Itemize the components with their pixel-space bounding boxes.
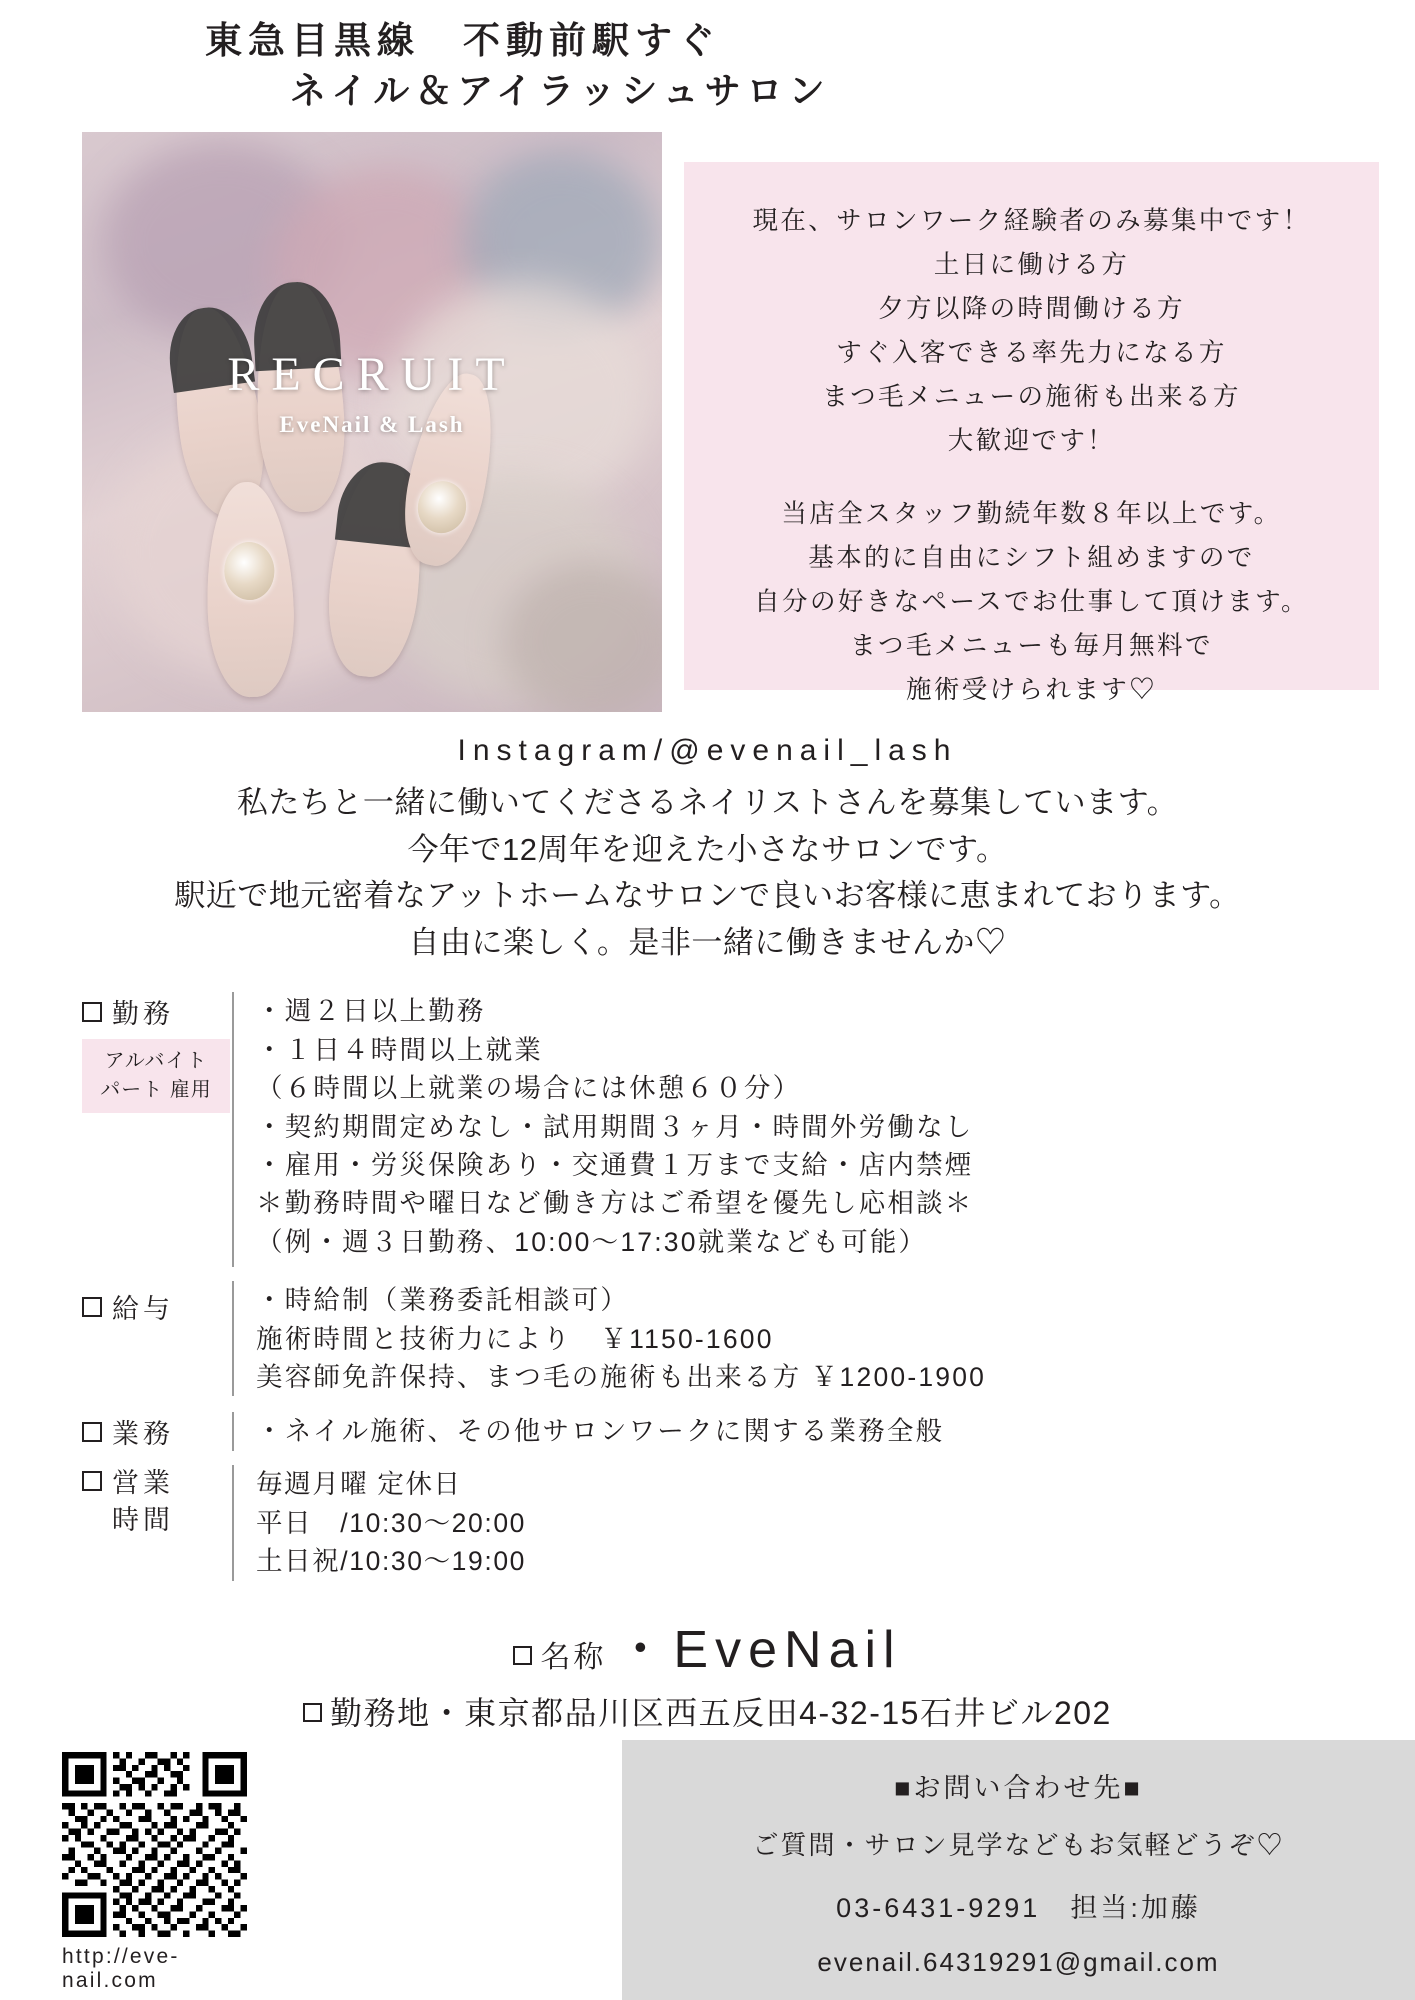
kyuyo-line-0: ・時給制（業務委託相談可） [256,1285,630,1316]
kinmu-line-4: ・雇用・労災保険あり・交通費１万まで支給・店内禁煙 [256,1149,974,1180]
header-line-1: 東急目黒線 不動前駅すぐ [205,20,721,61]
detail-label-gyomu-col [82,1412,232,1451]
kinmu-line-2: （６時間以上就業の場合には休憩６０分） [256,1073,802,1104]
detail-label-kinmu-text: 勤務 [112,999,174,1030]
lead-line-2: 駅近で地元密着なアットホームなサロンで良いお客様に恵まれております。 [174,878,1241,914]
contact-title: ■お問い合わせ先■ [894,1773,1143,1803]
lead-paragraph [0,780,1415,966]
kinmu-line-0: ・週２日以上勤務 [256,996,486,1027]
address-row [0,1688,1415,1734]
notice-line-0: 現在、サロンワーク経験者のみ募集中です！ [752,207,1311,236]
detail-value-kyuyo [232,1281,1375,1396]
qr-code-icon[interactable] [62,1752,247,1937]
lead-line-3: 自由に楽しく。是非一緒に働きませんか♡ [408,924,1007,960]
nail-glitter-2 [413,477,471,538]
detail-value-eigyo [232,1465,1375,1580]
nail-glitter-1 [223,541,275,601]
detail-label-gyomu [82,1412,232,1451]
detail-label-eigyo [82,1465,232,1538]
hero-section [0,132,1415,712]
detail-value-kinmu [232,992,1375,1267]
eigyo-line-1: 平日 /10:30〜20:00 [256,1507,526,1538]
notice-line-4: まつ毛メニューの施術も出来る方 [822,382,1241,411]
kinmu-line-1: ・１日４時間以上就業 [256,1034,543,1065]
notice-spacer [702,463,1361,493]
header [0,0,1415,118]
name-label [513,1632,606,1676]
header-line-2: ネイル＆アイラッシュサロン [290,70,831,112]
contact-panel [622,1740,1415,2000]
eigyo-line-0: 毎週月曜 定休日 [256,1469,462,1500]
recruit-title: RECRUIT [227,348,517,402]
employment-type-tag [82,1039,230,1113]
notice-line-3: すぐ入客できる率先力になる方 [836,338,1227,367]
contact-subtitle: ご質問・サロン見学などもお気軽どうぞ♡ [752,1830,1285,1860]
detail-row-gyomu [82,1412,1375,1451]
notice-line-6: 当店全スタッフ勤続年数８年以上です。 [781,500,1282,529]
address-label: 勤務地 [330,1694,431,1731]
detail-label-kyuyo-text: 給与 [112,1294,174,1325]
notice-line-2: 夕方以降の時間働ける方 [878,294,1185,323]
notice-line-5: 大歓迎です！ [947,426,1116,455]
checkbox-icon-name [513,1646,532,1665]
address-value: ・東京都品川区西五反田4-32-15石井ビル202 [430,1694,1112,1731]
salon-name-row [0,1607,1415,1682]
detail-label-kinmu-col [82,992,232,1113]
kinmu-line-6: （例・週３日勤務、10:00〜17:30就業なども可能） [256,1226,928,1257]
detail-label-kinmu [82,992,232,1031]
notice-line-1: 土日に働ける方 [933,251,1130,280]
salon-name-overlay: EveNail & Lash [279,412,465,438]
checkbox-icon-gyomu [82,1422,102,1442]
eigyo-line-2: 土日祝/10:30〜19:00 [256,1546,526,1577]
detail-label-eigyo-text-2: 時間 [112,1504,174,1535]
notice-line-7: 基本的に自由にシフト組めますので [808,544,1255,573]
employment-type-line-2: パート 雇用 [100,1079,212,1102]
contact-email[interactable]: evenail.64319291@gmail.com [817,1947,1220,1977]
checkbox-icon-address [303,1703,322,1722]
contact-phone[interactable]: 03-6431-9291 担当:加藤 [836,1893,1201,1923]
notice-panel [684,162,1379,704]
checkbox-icon-kinmu [82,1002,102,1022]
employment-type-line-1: アルバイト [104,1050,208,1073]
photo-overlay-text [82,347,662,438]
notice-line-9: まつ毛メニューも毎月無料で [850,631,1213,660]
detail-label-eigyo-text-1: 営業 [112,1468,174,1499]
kyuyo-line-2: 美容師免許保持、まつ毛の施術も出来る方 ￥1200-1900 [256,1362,987,1393]
salon-name-value: ・EveNail [614,1620,902,1679]
kinmu-line-5: ＊勤務時間や曜日など働き方はご希望を優先し応相談＊ [256,1188,974,1219]
detail-label-eigyo-col [82,1465,232,1538]
qr-section [62,1752,262,1993]
instagram-handle[interactable]: Instagram/@evenail_lash [457,734,958,768]
kinmu-line-3: ・契約期間定めなし・試用期間３ヶ月・時間外労働なし [256,1111,974,1142]
gyomu-line-0: ・ネイル施術、その他サロンワークに関する業務全般 [256,1416,945,1447]
checkbox-icon-eigyo [82,1471,102,1491]
lead-line-0: 私たちと一緒に働いてくださるネイリストさんを募集しています。 [236,785,1179,821]
detail-label-gyomu-text: 業務 [112,1419,174,1450]
name-label-text: 名称 [540,1640,607,1674]
footer [0,1740,1415,2000]
detail-row-eigyo [82,1465,1375,1580]
details-table [0,992,1415,1580]
detail-value-gyomu [232,1412,1375,1450]
lead-line-1: 今年で12周年を迎えた小さなサロンです。 [407,831,1008,867]
detail-label-kyuyo-col [82,1281,232,1326]
detail-row-kinmu [82,992,1375,1267]
kyuyo-line-1: 施術時間と技術力により ￥1150-1600 [256,1323,774,1354]
checkbox-icon-kyuyo [82,1297,102,1317]
notice-line-10: 施術受けられます♡ [905,675,1158,704]
notice-line-8: 自分の好きなペースでお仕事して頂けます。 [754,588,1309,617]
detail-row-kyuyo [82,1281,1375,1396]
salon-photo [82,132,662,712]
detail-label-kyuyo [82,1287,232,1326]
website-url[interactable]: http://eve-nail.com [62,1945,180,1992]
